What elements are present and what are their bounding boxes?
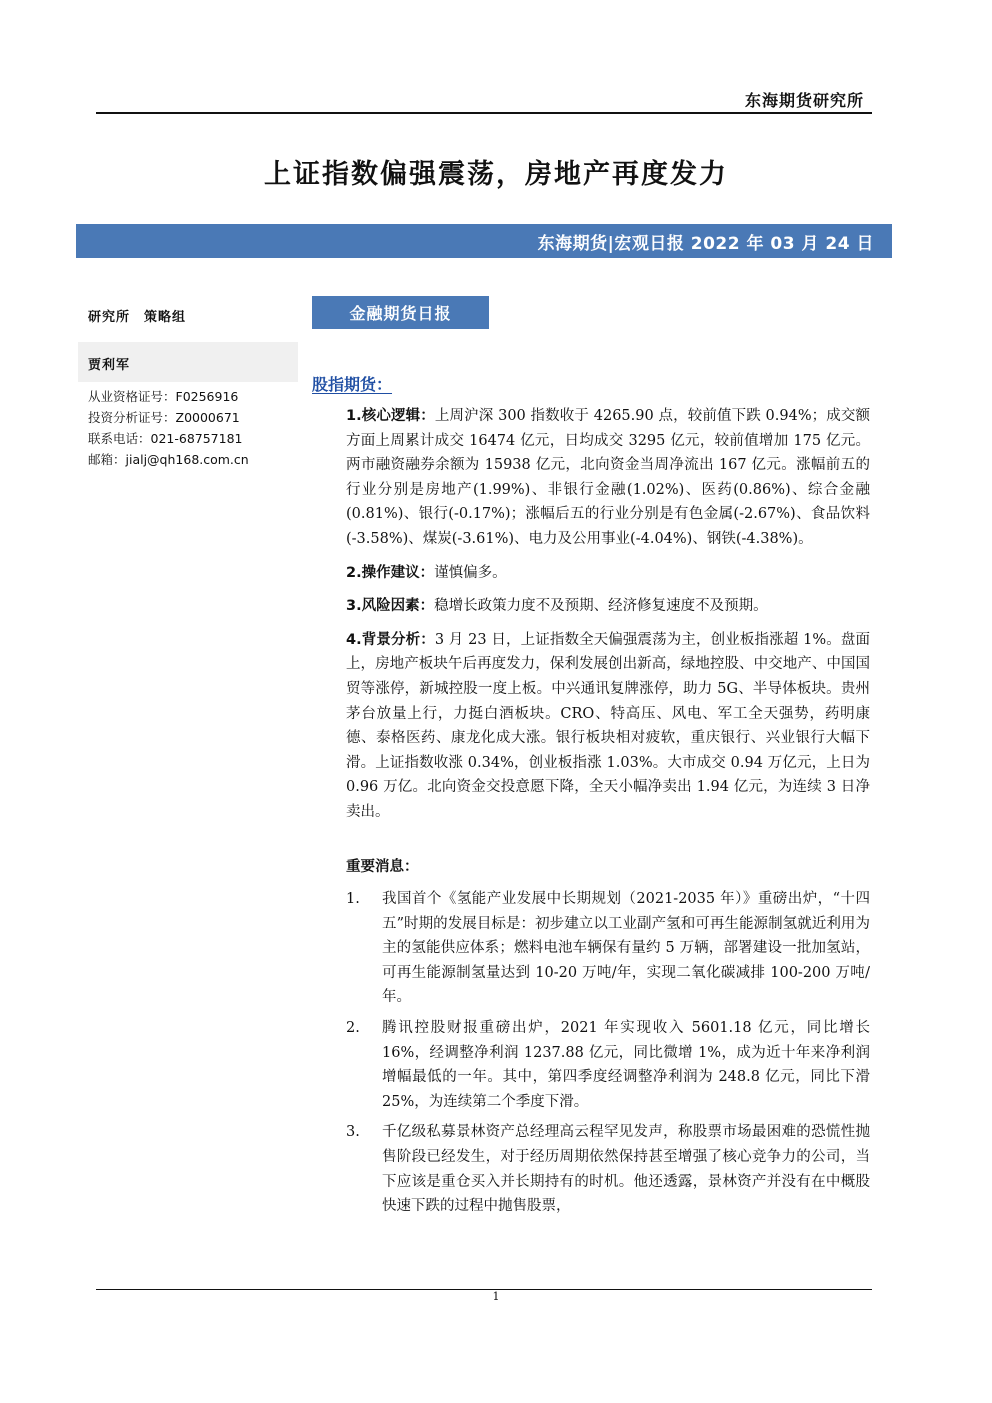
list-item — [346, 1016, 870, 1114]
report-banner — [76, 224, 892, 258]
author-sidebar — [86, 306, 300, 467]
paragraph-text: 上周沪深 300 指数收于 4265.90 点，较前值下跌 0.94%；成交额方面上周累计成交 16474 亿元，日均成交 3295 亿元，较前值增加 175 亿元。两市融资融券余额为 15938 亿元，北向资金当周净流出 167 亿元。涨幅前五的行业分别是房地产(1.99%)、非银行金融(1.02%)、医药(0.86%)、综合金融(0.81%)、银行(-0.17%)；涨幅后五的行业分别是有色金属(-2.67%)、食品饮料(-3.58%)、煤炭(-3.61%)、电力及公用事业(-4.04%)、钢铁(-4.38%)。 — [346, 408, 870, 547]
author-name: 贾利军 — [88, 358, 131, 373]
paragraph-text: 谨慎偏多。 — [434, 564, 507, 581]
news-list — [346, 887, 870, 1219]
list-item-number: 2. — [346, 1020, 360, 1037]
section-tab — [312, 296, 489, 329]
author-info — [88, 386, 249, 470]
subsection-heading: 股指期货： — [312, 375, 393, 394]
paragraph-label: 3.风险因素： — [346, 598, 435, 615]
main-content — [346, 404, 870, 1225]
list-item — [346, 887, 870, 1010]
analyst-id: 投资分析证号：Z0000671 — [88, 410, 240, 425]
paragraph-text: 3 月 23 日，上证指数全天偏强震荡为主，创业板指涨超 1%。盘面上，房地产板块午后再度发力，保利发展创出新高，绿地控股、中交地产、中国国贸等涨停，新城控股一度上板。中兴通讯复牌涨停，助力 5G、半导体板块。贵州茅台放量上行，力挺白酒板块。CRO、特高压、风电、军工全天强势，药明康德、泰格医药、康龙化成大涨。银行板块相对疲软，重庆银行、兴业银行大幅下滑。上证指数收涨 0.34%，创业板指涨 1.03%。大市成交 0.94 万亿元，上日为 0.96 万亿。北向资金交投意愿下降，全天小幅净卖出 1.94 亿元，为连续 3 日净卖出。 — [346, 631, 870, 820]
page-title: 上证指数偏强震荡，房地产再度发力 — [264, 159, 728, 190]
report-banner-text: 东海期货|宏观日报 2022 年 03 月 24 日 — [537, 233, 874, 254]
paragraph — [346, 628, 870, 825]
page-number: 1 — [492, 1290, 500, 1303]
list-item-number: 3. — [346, 1124, 360, 1141]
list-item-text: 我国首个《氢能产业发展中长期规划（2021-2035 年）》重磅出炉，“十四五”时期的发展目标是：初步建立以工业副产氢和可再生能源制氢就近利用为主的氢能供应体系；燃料电池车辆保有量约 5 万辆，部署建设一批加氢站，可再生能源制氢量达到 10-20 万吨/年，实现二氧化碳减排 100-200 万吨/年。 — [382, 891, 870, 1006]
section-tab-label: 金融期货日报 — [349, 304, 452, 323]
email: 邮箱：jialj@qh168.com.cn — [88, 452, 249, 467]
paragraph — [346, 561, 870, 586]
department: 研究所 策略组 — [88, 310, 187, 325]
paragraph-text: 稳增长政策力度不及预期、经济修复速度不及预期。 — [434, 598, 768, 615]
news-heading: 重要消息： — [346, 858, 419, 875]
paragraph-label: 1.核心逻辑： — [346, 408, 435, 424]
list-item — [346, 1120, 870, 1218]
paragraph-label: 2.操作建议： — [346, 564, 435, 581]
paragraph — [346, 404, 870, 552]
header-rule — [96, 112, 872, 114]
phone: 联系电话：021-68757181 — [88, 431, 243, 446]
qualification-id: 从业资格证号：F0256916 — [88, 389, 239, 404]
list-item-text: 腾讯控股财报重磅出炉，2021 年实现收入 5601.18 亿元，同比增长 16%，经调整净利润 1237.88 亿元，同比微增 1%，成为近十年来净利润增幅最低的一年。其中，第四季度经调整净利润为 248.8 亿元，同比下滑 25%，为连续第二个季度下滑。 — [382, 1020, 870, 1110]
paragraph-label: 4.背景分析： — [346, 631, 435, 648]
list-item-text: 千亿级私募景林资产总经理高云程罕见发声，称股票市场最困难的恐慌性抛售阶段已经发生，对于经历周期依然保持甚至增强了核心竞争力的公司，当下应该是重仓买入并长期持有的时机。他还透露，景林资产并没有在中概股快速下跌的过程中抛售股票， — [382, 1124, 870, 1215]
header-org-name: 东海期货研究所 — [744, 91, 864, 110]
list-item-number: 1. — [346, 891, 360, 908]
paragraph — [346, 594, 870, 619]
